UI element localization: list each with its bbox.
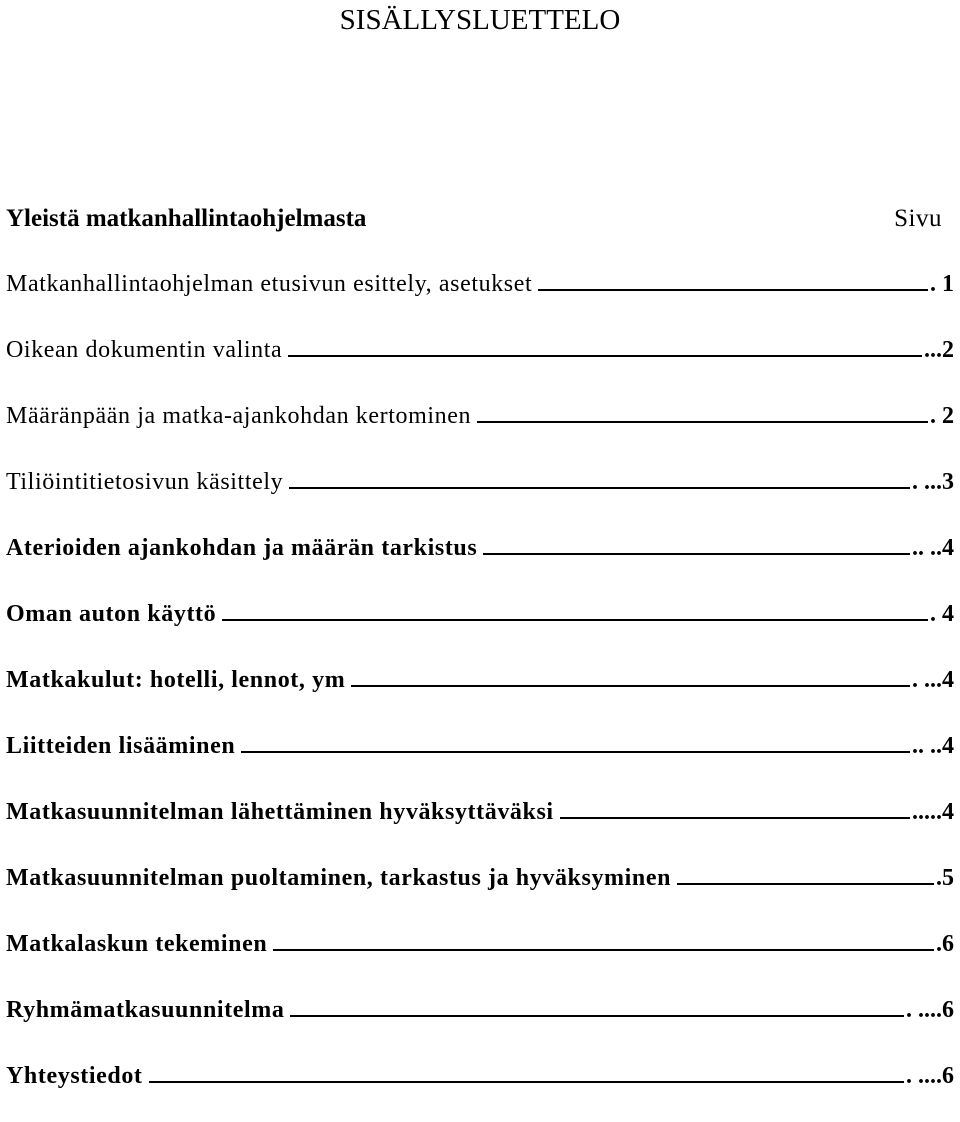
toc-page-column-heading: Sivu xyxy=(894,205,942,232)
toc-entry-label: Yhteystiedot xyxy=(6,1063,143,1089)
toc-entry-page: . ....6 xyxy=(906,1063,954,1089)
toc-leader-line xyxy=(288,354,922,357)
toc-leader-line xyxy=(351,684,910,687)
toc-entry-label: Matkasuunnitelman lähettäminen hyväksyttäväksi xyxy=(6,799,554,825)
table-of-contents xyxy=(6,199,954,1122)
toc-entry-page: . 2 xyxy=(930,403,954,429)
toc-entry-label: Matkanhallintaohjelman etusivun esittely, asetukset xyxy=(6,271,533,297)
toc-entry-page: . 1 xyxy=(930,271,954,297)
toc-entry xyxy=(6,528,954,594)
toc-entry-label: Ryhmämatkasuunnitelma xyxy=(6,997,285,1023)
toc-entry xyxy=(6,1056,954,1122)
toc-entry-page: .....4 xyxy=(912,799,954,825)
toc-entry-label: Oikean dokumentin valinta xyxy=(6,337,283,363)
toc-leader-line xyxy=(290,1014,904,1017)
toc-entry-page: . ...4 xyxy=(912,667,954,693)
toc-entry-label: Aterioiden ajankohdan ja määrän tarkistus xyxy=(6,535,478,561)
toc-entry xyxy=(6,726,954,792)
toc-entry xyxy=(6,462,954,528)
toc-entry-page: .5 xyxy=(936,865,954,891)
toc-entry-label: Matkakulut: hotelli, lennot, ym xyxy=(6,667,346,693)
toc-leader-line xyxy=(538,288,928,291)
toc-leader-line xyxy=(149,1080,904,1083)
toc-entry-page: ...2 xyxy=(924,337,954,363)
toc-entry xyxy=(6,660,954,726)
toc-entry-page: . ....6 xyxy=(906,997,954,1023)
toc-entry xyxy=(6,396,954,462)
toc-entry-page: .6 xyxy=(936,931,954,957)
toc-entry-label: Oman auton käyttö xyxy=(6,601,217,627)
toc-entry xyxy=(6,858,954,924)
toc-entry xyxy=(6,792,954,858)
toc-entry xyxy=(6,990,954,1056)
toc-leader-line xyxy=(483,552,910,555)
toc-leader-line xyxy=(677,882,934,885)
toc-header xyxy=(6,199,954,239)
document-title: SISÄLLYSLUETTELO xyxy=(339,4,621,36)
toc-entry xyxy=(6,264,954,330)
toc-entry-page: .. ..4 xyxy=(912,535,954,561)
toc-entry xyxy=(6,330,954,396)
toc-leader-line xyxy=(273,948,934,951)
toc-leader-line xyxy=(560,816,910,819)
toc-subject-heading: Yleistä matkanhallintaohjelmasta xyxy=(6,205,367,232)
toc-entry xyxy=(6,924,954,990)
toc-leader-line xyxy=(289,486,910,489)
toc-entry-label: Liitteiden lisääminen xyxy=(6,733,236,759)
toc-entry-page: . 4 xyxy=(930,601,954,627)
toc-entry-label: Tiliöintitietosivun käsittely xyxy=(6,469,284,495)
toc-leader-line xyxy=(477,420,928,423)
toc-entry xyxy=(6,594,954,660)
toc-entry-label: Määränpään ja matka-ajankohdan kertominen xyxy=(6,403,472,429)
toc-leader-line xyxy=(241,750,910,753)
toc-entries xyxy=(6,264,954,1122)
toc-entry-page: .. ..4 xyxy=(912,733,954,759)
toc-entry-label: Matkasuunnitelman puoltaminen, tarkastus ja hyväksyminen xyxy=(6,865,672,891)
toc-leader-line xyxy=(222,618,928,621)
toc-entry-label: Matkalaskun tekeminen xyxy=(6,931,268,957)
toc-entry-page: . ...3 xyxy=(912,469,954,495)
